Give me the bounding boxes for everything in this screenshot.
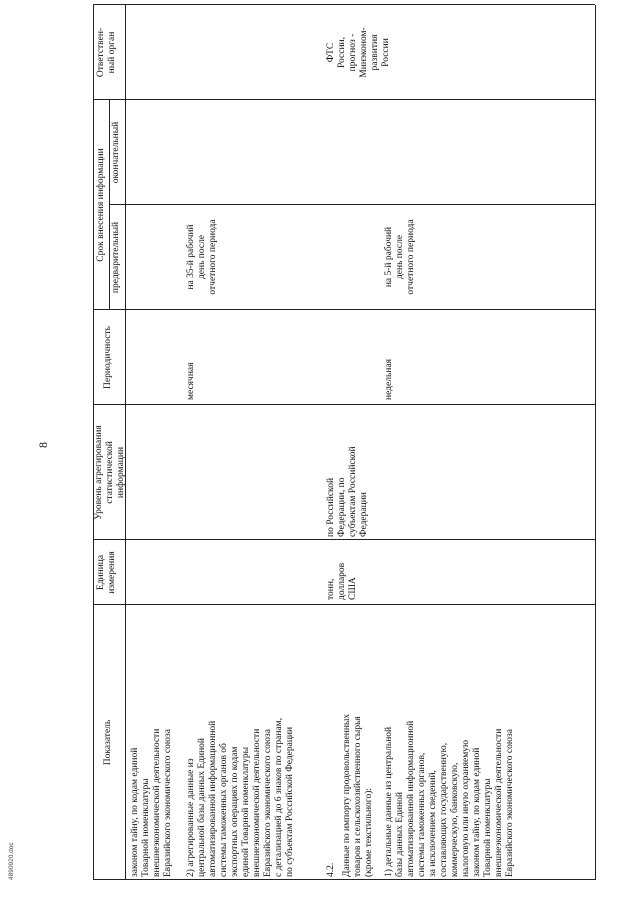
row-42-responsible: ФТС России, прогноз - Минэконом- развития России — [326, 27, 391, 78]
row-42-item1-preliminary: на 5-й рабочий день после отчетного периода — [384, 219, 416, 295]
page-number: 8 — [36, 442, 50, 448]
row-42-item1-indicator: 1) детальные данные из центральной базы данных Единой автоматизированной информационной системы таможенных органов, за исключением сведений, составляющих государственную, коммерческую, банковскую, налоговую или иную охраняемую законом тайну, по кодам единой Товарной номенклатуры внешнеэкономической деятельности Евразийского экономического союза — [384, 720, 515, 877]
document-file-code: 4890920.doc — [8, 842, 15, 880]
col-divider-unit — [93, 604, 595, 605]
col-divider-deadline — [93, 309, 595, 310]
row-41-item2-indicator: 2) агрегированные данные из центральной базы данных Единой автоматизированной информационной системы таможенных органов об экспортных операциях по кодам единой Товарной номенклатуры внешнеэкономической деятельности Евразийского экономического союза с детализацией до 6 знаков по странам, по субъектам Российской Федерации — [186, 717, 295, 877]
row-42-number: 4.2. — [326, 862, 336, 877]
table-left-border — [93, 879, 595, 880]
row-41-item2-preliminary: на 35-й рабочий день после отчетного периода — [186, 219, 218, 295]
deadline-subheader-line — [109, 100, 110, 310]
row-41-item2-periodicity: месячная — [186, 362, 196, 400]
row-42-unit: тонн, долларов США — [326, 562, 358, 600]
header-final: окончательный — [111, 121, 121, 184]
row-42-item1-periodicity: недельная — [384, 359, 394, 400]
header-preliminary: предварительный — [111, 221, 121, 294]
header-deadline-group: Срок внесения информации — [96, 148, 106, 262]
row-42-aggregation: по Российской Федерации, по субъектам Российской Федерации — [326, 446, 369, 537]
header-unit: Единица измерения — [96, 551, 117, 594]
table-bottom-border — [595, 5, 596, 880]
continued-indicator-text: законом тайну, по кодам единой Товарной номенклатуры внешнеэкономической деятельности Евразийского экономического союза — [130, 728, 173, 877]
header-periodicity: Периодичность — [103, 326, 113, 389]
header-aggregation: Уровень агрегирования статистической информации — [94, 425, 126, 520]
row-42-indicator: Данные по импорту продовольственных товаров и сельскохозяйственного сырья (кроме текстильного): — [342, 713, 374, 877]
col-divider-prelim-final — [109, 204, 595, 205]
header-responsible: Ответствен- ный орган — [96, 27, 117, 78]
col-divider-periodicity — [93, 404, 595, 405]
header-indicator: Показатель — [103, 719, 113, 766]
